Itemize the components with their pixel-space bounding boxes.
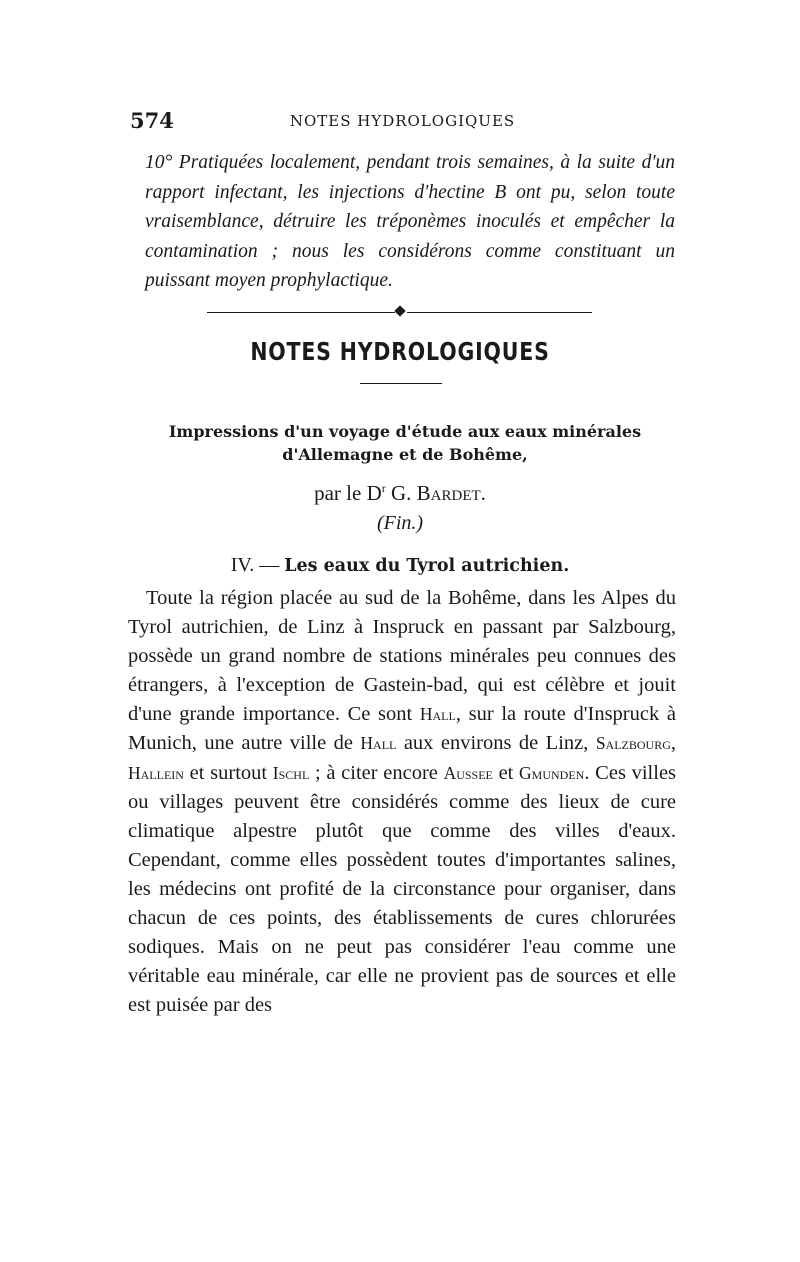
body-part-1: Toute la région placée au sud de la Bohême, dans les Alpes du Tyrol autrichien, de Linz à Inspruck en passant par Salzbourg, possède un grand nombre de stations minérales peu connues des étrangers, à l'exception de Gastein-bad, qui est célèbre et jouit d'une grande importance. Ce sont [128,587,676,726]
divider-line-right [407,312,592,313]
author-prefix: par le D [314,481,382,505]
fin-marker [0,512,800,535]
chapter-title: Les eaux du Tyrol autrichien. [284,556,570,576]
page-header [130,108,675,138]
running-head: NOTES HYDROLOGIQUES [289,112,516,130]
body-part-4: et surtout [189,761,268,784]
place-hallein: Hallein [128,762,184,783]
intro-paragraph [145,148,675,296]
intro-paragraph-text: 10° Pratiquées localement, pendant trois semaines, à la suite d'un rapport infectant, les injections d'hectine B ont pu, selon toute vraisemblance, détruire les tréponèmes inoculés et empêcher la contamination ; nous les considérons comme constituant un puissant moyen prophylactique. [145,152,675,292]
place-ischl: Ischl [272,762,310,783]
page-number: 574 [130,108,174,133]
body-part-3: aux environs de Linz, [403,732,589,755]
body-part-2: , sur la route d'Inspruck à Munich, une autre ville de [128,703,676,755]
place-aussee: Aussee [443,762,493,783]
divider-diamond-icon [394,305,405,316]
place-gmunden: Gmunden [519,762,585,783]
chapter-number: IV. — [230,554,280,576]
author-name: G. Bardet. [390,481,486,505]
body-paragraph: Toute la région placée au sud de la Bohême, dans les Alpes du Tyrol autrichien, de Linz à Inspruck en passant par Salzbourg, possède un grand nombre de stations minérales peu connues des étrangers, à l'exception de Gastein-bad, qui est célèbre et jouit d'une grande importance. Ce sont Hall, sur la route d'Inspruck à Munich, une autre ville de Hall aux environs de Linz, Salzbourg, Hallein et surtout Ischl ; à citer encore Aussee et Gmunden. Ces villes ou villages peuvent être considérés comme des lieux de cure climatique alpestre plutôt que comme des villes d'eaux. Cependant, comme elles possèdent toutes d'importantes salines, les médecins ont profité de la circonstance pour organiser, dans chacun de ces points, des établissements de cures chlorurées sodiques. Mais on ne peut pas considérer l'eau comme une véritable eau minérale, car elle ne provient pas de sources et elle est puisée par des [128,587,677,1017]
body-part-5: ; à citer encore [314,761,438,784]
place-salzbourg: Salzbourg [595,733,671,754]
author-sup: r [381,481,386,495]
author-line [0,481,800,506]
body-part-6: . Ces villes ou villages peuvent être considérés comme des lieux de cure climatique alpestre plutôt que comme des villes d'eaux. Cependant, comme elles possèdent toutes d'importantes salines, les médecins ont profité de la circonstance pour organiser, dans chacun de ces points, des établissements de cures chlorurées sodiques. Mais on ne peut pas considérer l'eau comme une véritable eau minérale, car elle ne provient pas de sources et elle est puisée par des [128,761,677,1017]
body-et: et [498,761,514,784]
place-hall-2: Hall [360,733,397,754]
subtitle-line-1: Impressions d'un voyage d'étude aux eaux minérales [168,422,642,441]
fin-text: (Fin.) [376,512,424,534]
section-subtitle [140,420,670,466]
section-divider [207,307,592,319]
place-hall: Hall [419,704,456,725]
subtitle-line-2: d'Allemagne et de Bohême, [282,445,528,464]
body-text [128,584,676,1020]
divider-line-left [207,312,395,313]
section-title: NOTES HYDROLOGIQUES [250,337,550,366]
title-underline [360,383,442,384]
chapter-heading [0,554,800,577]
